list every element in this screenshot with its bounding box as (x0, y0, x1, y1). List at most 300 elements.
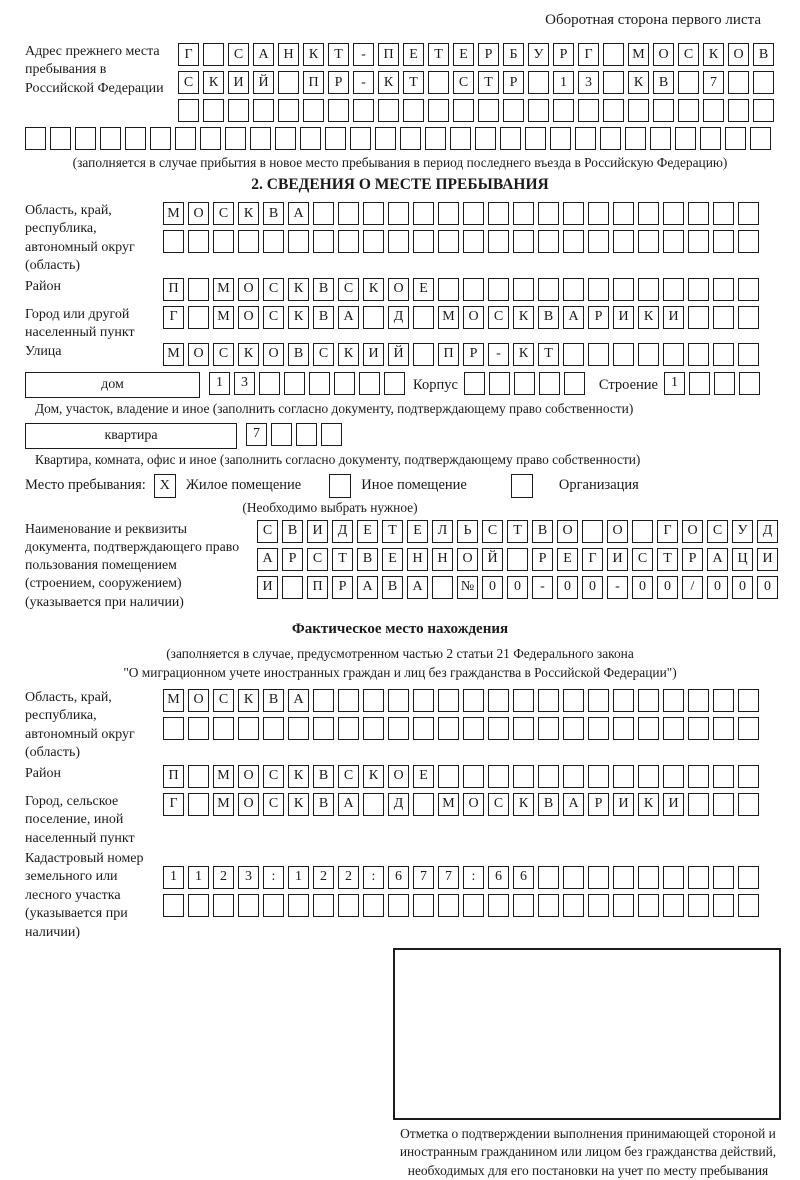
char-cell[interactable]: Л (432, 520, 453, 543)
char-cell[interactable] (75, 127, 96, 150)
char-cell[interactable] (688, 866, 709, 889)
char-cell[interactable] (613, 894, 634, 917)
char-cell[interactable] (713, 894, 734, 917)
char-cell[interactable]: 2 (213, 866, 234, 889)
char-cell[interactable]: Г (657, 520, 678, 543)
char-cell[interactable]: С (482, 520, 503, 543)
char-cell[interactable] (564, 372, 585, 395)
char-cell[interactable]: В (263, 202, 284, 225)
char-cell[interactable] (582, 520, 603, 543)
char-cell[interactable] (303, 99, 324, 122)
char-cell[interactable] (713, 765, 734, 788)
char-cell[interactable] (563, 278, 584, 301)
char-cell[interactable] (738, 306, 759, 329)
char-cell[interactable] (753, 71, 774, 94)
char-cell[interactable] (334, 372, 355, 395)
char-cell[interactable]: К (303, 43, 324, 66)
char-cell[interactable]: С (338, 765, 359, 788)
char-cell[interactable] (328, 99, 349, 122)
char-cell[interactable]: К (288, 793, 309, 816)
char-cell[interactable]: В (382, 576, 403, 599)
char-cell[interactable]: Е (403, 43, 424, 66)
stamp-box[interactable] (393, 948, 781, 1120)
char-cell[interactable] (688, 230, 709, 253)
char-cell[interactable] (163, 717, 184, 740)
char-cell[interactable]: С (257, 520, 278, 543)
char-cell[interactable]: К (203, 71, 224, 94)
char-cell[interactable] (278, 71, 299, 94)
char-cell[interactable] (563, 202, 584, 225)
char-cell[interactable]: А (707, 548, 728, 571)
char-cell[interactable] (563, 894, 584, 917)
char-cell[interactable]: Р (588, 306, 609, 329)
char-cell[interactable] (363, 689, 384, 712)
char-cell[interactable] (688, 202, 709, 225)
char-cell[interactable] (363, 793, 384, 816)
char-cell[interactable] (188, 306, 209, 329)
char-cell[interactable]: Т (507, 520, 528, 543)
char-cell[interactable] (463, 202, 484, 225)
char-cell[interactable] (188, 894, 209, 917)
char-cell[interactable] (613, 343, 634, 366)
char-cell[interactable]: 0 (557, 576, 578, 599)
char-cell[interactable] (175, 127, 196, 150)
char-cell[interactable] (238, 717, 259, 740)
char-cell[interactable]: К (513, 343, 534, 366)
char-cell[interactable] (638, 343, 659, 366)
char-cell[interactable]: М (438, 306, 459, 329)
char-cell[interactable]: О (607, 520, 628, 543)
char-cell[interactable]: 3 (234, 372, 255, 395)
char-cell[interactable]: - (353, 71, 374, 94)
char-cell[interactable]: 7 (246, 423, 267, 446)
char-cell[interactable]: Т (478, 71, 499, 94)
char-cell[interactable] (675, 127, 696, 150)
char-cell[interactable]: У (528, 43, 549, 66)
char-cell[interactable] (653, 99, 674, 122)
char-cell[interactable] (713, 230, 734, 253)
char-cell[interactable]: Т (403, 71, 424, 94)
char-cell[interactable] (453, 99, 474, 122)
char-cell[interactable]: Н (407, 548, 428, 571)
char-cell[interactable]: С (263, 278, 284, 301)
char-cell[interactable] (263, 717, 284, 740)
char-cell[interactable]: 1 (288, 866, 309, 889)
char-cell[interactable]: Г (578, 43, 599, 66)
char-cell[interactable]: Т (328, 43, 349, 66)
char-cell[interactable] (213, 717, 234, 740)
char-cell[interactable] (513, 765, 534, 788)
char-cell[interactable]: И (663, 306, 684, 329)
checkbox-residential[interactable]: X (154, 474, 176, 498)
char-cell[interactable]: 1 (188, 866, 209, 889)
char-cell[interactable] (528, 99, 549, 122)
char-cell[interactable]: Е (557, 548, 578, 571)
char-cell[interactable]: О (457, 548, 478, 571)
char-cell[interactable]: 1 (209, 372, 230, 395)
char-cell[interactable] (663, 343, 684, 366)
char-cell[interactable] (688, 278, 709, 301)
char-cell[interactable]: - (532, 576, 553, 599)
char-cell[interactable] (403, 99, 424, 122)
char-cell[interactable]: С (632, 548, 653, 571)
char-cell[interactable]: Г (582, 548, 603, 571)
char-cell[interactable] (603, 71, 624, 94)
char-cell[interactable] (188, 717, 209, 740)
char-cell[interactable]: Р (553, 43, 574, 66)
char-cell[interactable] (425, 127, 446, 150)
char-cell[interactable] (688, 793, 709, 816)
char-cell[interactable]: М (213, 793, 234, 816)
char-cell[interactable] (188, 278, 209, 301)
char-cell[interactable]: Е (382, 548, 403, 571)
char-cell[interactable]: К (363, 765, 384, 788)
char-cell[interactable] (488, 689, 509, 712)
char-cell[interactable] (388, 894, 409, 917)
char-cell[interactable]: К (638, 793, 659, 816)
char-cell[interactable] (488, 202, 509, 225)
char-cell[interactable] (313, 894, 334, 917)
char-cell[interactable] (603, 43, 624, 66)
char-cell[interactable] (738, 793, 759, 816)
char-cell[interactable] (738, 894, 759, 917)
char-cell[interactable] (238, 230, 259, 253)
char-cell[interactable]: Р (532, 548, 553, 571)
char-cell[interactable] (188, 765, 209, 788)
char-cell[interactable] (689, 372, 710, 395)
char-cell[interactable]: К (288, 306, 309, 329)
char-cell[interactable]: Й (482, 548, 503, 571)
char-cell[interactable]: У (732, 520, 753, 543)
char-cell[interactable]: В (653, 71, 674, 94)
char-cell[interactable] (613, 866, 634, 889)
char-cell[interactable] (588, 866, 609, 889)
char-cell[interactable]: М (438, 793, 459, 816)
char-cell[interactable] (463, 717, 484, 740)
char-cell[interactable] (203, 99, 224, 122)
char-cell[interactable] (538, 765, 559, 788)
char-cell[interactable]: Р (588, 793, 609, 816)
char-cell[interactable] (563, 689, 584, 712)
char-cell[interactable] (588, 278, 609, 301)
char-cell[interactable] (688, 765, 709, 788)
char-cell[interactable]: О (388, 278, 409, 301)
char-cell[interactable]: - (353, 43, 374, 66)
char-cell[interactable] (363, 230, 384, 253)
char-cell[interactable] (488, 230, 509, 253)
char-cell[interactable] (475, 127, 496, 150)
char-cell[interactable] (288, 894, 309, 917)
char-cell[interactable] (203, 43, 224, 66)
char-cell[interactable]: М (628, 43, 649, 66)
char-cell[interactable]: В (313, 278, 334, 301)
char-cell[interactable] (632, 520, 653, 543)
char-cell[interactable]: 0 (657, 576, 678, 599)
char-cell[interactable] (713, 793, 734, 816)
char-cell[interactable]: О (188, 202, 209, 225)
char-cell[interactable]: В (357, 548, 378, 571)
char-cell[interactable] (663, 689, 684, 712)
char-cell[interactable]: Р (463, 343, 484, 366)
char-cell[interactable] (713, 689, 734, 712)
char-cell[interactable]: 7 (703, 71, 724, 94)
char-cell[interactable] (613, 689, 634, 712)
char-cell[interactable]: В (282, 520, 303, 543)
char-cell[interactable]: К (363, 278, 384, 301)
char-cell[interactable] (363, 894, 384, 917)
char-cell[interactable]: - (607, 576, 628, 599)
char-cell[interactable]: О (238, 793, 259, 816)
char-cell[interactable]: И (613, 306, 634, 329)
char-cell[interactable]: Р (328, 71, 349, 94)
char-cell[interactable]: С (263, 306, 284, 329)
char-cell[interactable] (738, 343, 759, 366)
char-cell[interactable]: Т (538, 343, 559, 366)
char-cell[interactable]: Е (357, 520, 378, 543)
char-cell[interactable] (163, 230, 184, 253)
char-cell[interactable] (463, 689, 484, 712)
char-cell[interactable]: С (213, 202, 234, 225)
char-cell[interactable]: Р (478, 43, 499, 66)
char-cell[interactable] (438, 894, 459, 917)
char-cell[interactable]: Е (407, 520, 428, 543)
char-cell[interactable]: К (238, 202, 259, 225)
char-cell[interactable] (638, 866, 659, 889)
char-cell[interactable] (688, 894, 709, 917)
char-cell[interactable] (488, 765, 509, 788)
char-cell[interactable]: С (213, 689, 234, 712)
char-cell[interactable] (313, 689, 334, 712)
char-cell[interactable]: А (338, 306, 359, 329)
char-cell[interactable] (488, 717, 509, 740)
char-cell[interactable]: И (757, 548, 778, 571)
char-cell[interactable] (713, 717, 734, 740)
char-cell[interactable] (228, 99, 249, 122)
char-cell[interactable]: С (338, 278, 359, 301)
char-cell[interactable] (750, 127, 771, 150)
char-cell[interactable] (713, 343, 734, 366)
char-cell[interactable] (538, 202, 559, 225)
char-cell[interactable] (359, 372, 380, 395)
char-cell[interactable] (688, 306, 709, 329)
char-cell[interactable]: О (188, 343, 209, 366)
char-cell[interactable] (338, 202, 359, 225)
char-cell[interactable] (563, 230, 584, 253)
char-cell[interactable] (275, 127, 296, 150)
char-cell[interactable]: Г (178, 43, 199, 66)
char-cell[interactable] (488, 278, 509, 301)
char-cell[interactable]: В (288, 343, 309, 366)
char-cell[interactable] (513, 278, 534, 301)
char-cell[interactable]: 3 (578, 71, 599, 94)
char-cell[interactable] (463, 894, 484, 917)
char-cell[interactable]: Д (332, 520, 353, 543)
char-cell[interactable] (463, 230, 484, 253)
char-cell[interactable] (263, 230, 284, 253)
char-cell[interactable]: О (682, 520, 703, 543)
char-cell[interactable]: О (238, 306, 259, 329)
char-cell[interactable] (538, 689, 559, 712)
char-cell[interactable]: Й (388, 343, 409, 366)
char-cell[interactable] (100, 127, 121, 150)
char-cell[interactable]: Р (332, 576, 353, 599)
char-cell[interactable] (309, 372, 330, 395)
char-cell[interactable]: М (213, 278, 234, 301)
char-cell[interactable]: К (628, 71, 649, 94)
char-cell[interactable]: М (163, 689, 184, 712)
char-cell[interactable] (282, 576, 303, 599)
char-cell[interactable]: А (357, 576, 378, 599)
char-cell[interactable]: О (238, 765, 259, 788)
char-cell[interactable]: Ц (732, 548, 753, 571)
char-cell[interactable] (738, 202, 759, 225)
char-cell[interactable]: С (307, 548, 328, 571)
char-cell[interactable]: О (728, 43, 749, 66)
char-cell[interactable]: К (378, 71, 399, 94)
char-cell[interactable] (638, 230, 659, 253)
char-cell[interactable]: П (378, 43, 399, 66)
char-cell[interactable] (388, 717, 409, 740)
char-cell[interactable] (513, 689, 534, 712)
char-cell[interactable]: Б (503, 43, 524, 66)
char-cell[interactable]: : (363, 866, 384, 889)
char-cell[interactable] (213, 230, 234, 253)
char-cell[interactable] (514, 372, 535, 395)
char-cell[interactable]: К (638, 306, 659, 329)
char-cell[interactable]: 2 (313, 866, 334, 889)
char-cell[interactable] (413, 689, 434, 712)
char-cell[interactable]: М (163, 343, 184, 366)
char-cell[interactable]: 7 (413, 866, 434, 889)
char-cell[interactable]: Г (163, 306, 184, 329)
char-cell[interactable]: К (338, 343, 359, 366)
char-cell[interactable] (325, 127, 346, 150)
char-cell[interactable]: 7 (438, 866, 459, 889)
char-cell[interactable]: М (163, 202, 184, 225)
char-cell[interactable] (538, 230, 559, 253)
char-cell[interactable] (384, 372, 405, 395)
char-cell[interactable] (428, 71, 449, 94)
char-cell[interactable] (413, 306, 434, 329)
char-cell[interactable] (525, 127, 546, 150)
char-cell[interactable]: 0 (757, 576, 778, 599)
char-cell[interactable] (638, 202, 659, 225)
char-cell[interactable] (738, 866, 759, 889)
char-cell[interactable] (588, 230, 609, 253)
char-cell[interactable]: А (407, 576, 428, 599)
char-cell[interactable] (678, 71, 699, 94)
char-cell[interactable]: С (178, 71, 199, 94)
char-cell[interactable] (738, 230, 759, 253)
char-cell[interactable]: П (307, 576, 328, 599)
char-cell[interactable]: К (288, 278, 309, 301)
char-cell[interactable] (513, 894, 534, 917)
char-cell[interactable]: С (678, 43, 699, 66)
char-cell[interactable] (388, 230, 409, 253)
char-cell[interactable]: И (257, 576, 278, 599)
char-cell[interactable]: - (488, 343, 509, 366)
char-cell[interactable] (638, 894, 659, 917)
char-cell[interactable] (413, 793, 434, 816)
char-cell[interactable] (150, 127, 171, 150)
char-cell[interactable] (663, 278, 684, 301)
char-cell[interactable] (288, 717, 309, 740)
char-cell[interactable] (450, 127, 471, 150)
char-cell[interactable] (428, 99, 449, 122)
char-cell[interactable] (238, 894, 259, 917)
char-cell[interactable]: А (257, 548, 278, 571)
char-cell[interactable]: В (313, 765, 334, 788)
char-cell[interactable] (563, 866, 584, 889)
char-cell[interactable]: С (213, 343, 234, 366)
char-cell[interactable]: : (263, 866, 284, 889)
char-cell[interactable] (713, 306, 734, 329)
char-cell[interactable]: 0 (582, 576, 603, 599)
char-cell[interactable]: К (513, 793, 534, 816)
char-cell[interactable] (363, 202, 384, 225)
char-cell[interactable]: № (457, 576, 478, 599)
char-cell[interactable]: О (653, 43, 674, 66)
char-cell[interactable]: Е (453, 43, 474, 66)
char-cell[interactable]: Р (503, 71, 524, 94)
char-cell[interactable] (650, 127, 671, 150)
checkbox-other-premises[interactable] (329, 474, 351, 498)
char-cell[interactable] (700, 127, 721, 150)
char-cell[interactable]: А (253, 43, 274, 66)
char-cell[interactable] (539, 372, 560, 395)
char-cell[interactable] (413, 343, 434, 366)
char-cell[interactable] (538, 717, 559, 740)
char-cell[interactable] (553, 99, 574, 122)
char-cell[interactable] (753, 99, 774, 122)
char-cell[interactable] (600, 127, 621, 150)
char-cell[interactable]: М (213, 765, 234, 788)
char-cell[interactable] (578, 99, 599, 122)
char-cell[interactable]: К (703, 43, 724, 66)
char-cell[interactable]: С (453, 71, 474, 94)
char-cell[interactable] (613, 278, 634, 301)
char-cell[interactable]: П (303, 71, 324, 94)
char-cell[interactable] (363, 717, 384, 740)
char-cell[interactable] (738, 278, 759, 301)
char-cell[interactable] (738, 717, 759, 740)
char-cell[interactable] (507, 548, 528, 571)
char-cell[interactable] (413, 894, 434, 917)
char-cell[interactable] (588, 894, 609, 917)
char-cell[interactable]: И (607, 548, 628, 571)
char-cell[interactable] (438, 717, 459, 740)
char-cell[interactable] (413, 202, 434, 225)
char-cell[interactable] (338, 230, 359, 253)
char-cell[interactable] (613, 717, 634, 740)
char-cell[interactable] (588, 202, 609, 225)
char-cell[interactable]: 2 (338, 866, 359, 889)
char-cell[interactable]: Е (413, 278, 434, 301)
char-cell[interactable] (688, 343, 709, 366)
char-cell[interactable]: Е (413, 765, 434, 788)
char-cell[interactable] (313, 230, 334, 253)
char-cell[interactable] (739, 372, 760, 395)
char-cell[interactable]: / (682, 576, 703, 599)
char-cell[interactable]: К (238, 343, 259, 366)
char-cell[interactable] (513, 717, 534, 740)
char-cell[interactable] (638, 717, 659, 740)
char-cell[interactable] (463, 278, 484, 301)
char-cell[interactable]: Д (757, 520, 778, 543)
char-cell[interactable]: С (488, 306, 509, 329)
char-cell[interactable] (538, 278, 559, 301)
char-cell[interactable]: 1 (553, 71, 574, 94)
